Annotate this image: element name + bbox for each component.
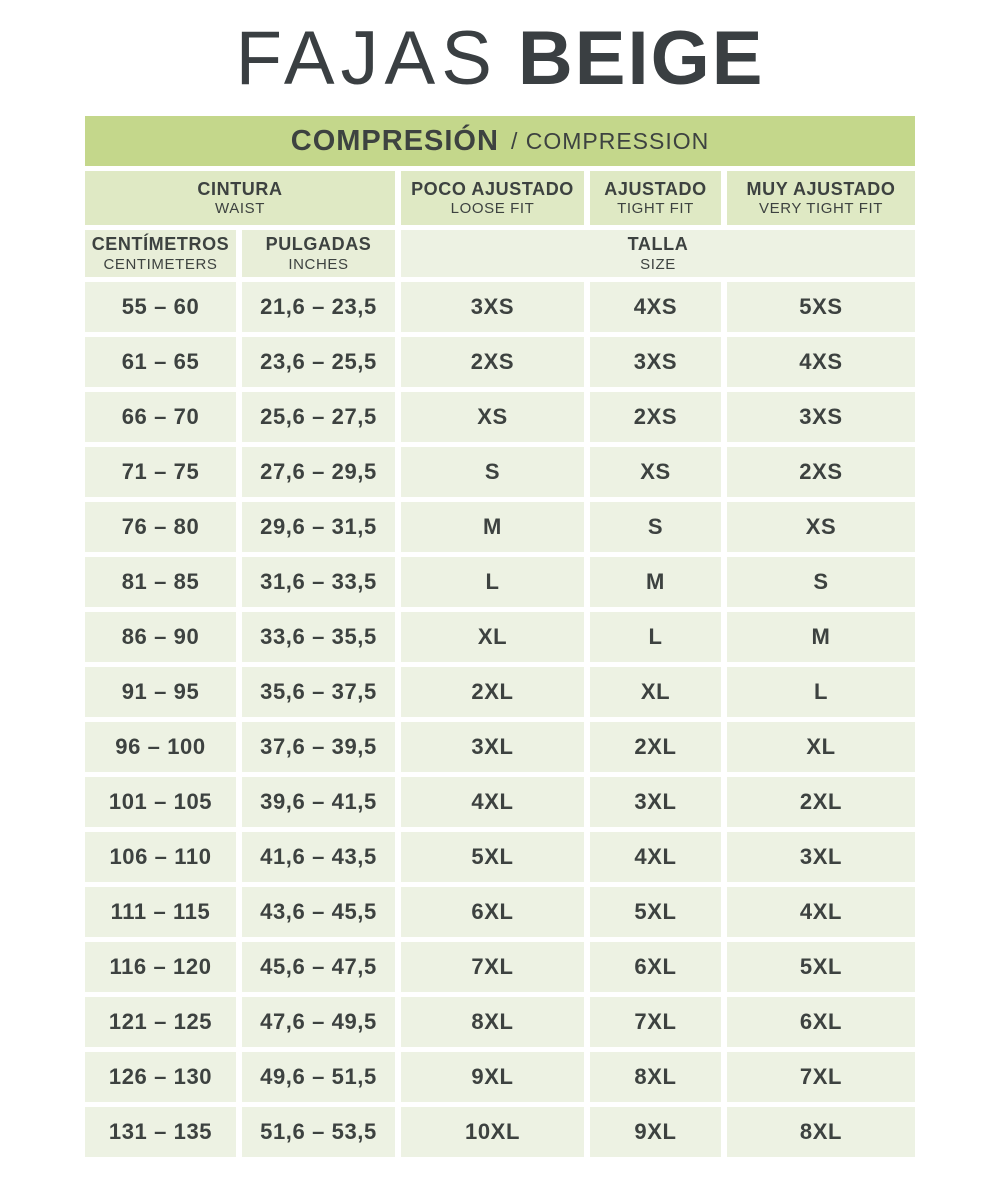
cell-cm-row-10: 101 – 105: [85, 777, 236, 827]
cell-loose-row-8: 2XL: [401, 667, 584, 717]
header-pulgadas-en: INCHES: [288, 255, 349, 273]
cell-cm-row-3: 66 – 70: [85, 392, 236, 442]
cell-tight-row-16: 9XL: [590, 1107, 721, 1157]
cell-tight-row-7: L: [590, 612, 721, 662]
cell-inches-row-10: 39,6 – 41,5: [242, 777, 395, 827]
cell-inches-row-6: 31,6 – 33,5: [242, 557, 395, 607]
header-centimetros-es: CENTÍMETROS: [91, 234, 230, 255]
cell-very_tight-row-3: 3XS: [727, 392, 915, 442]
cell-tight-row-6: M: [590, 557, 721, 607]
header-talla-es: TALLA: [627, 234, 689, 255]
cell-cm-row-13: 116 – 120: [85, 942, 236, 992]
cell-loose-row-10: 4XL: [401, 777, 584, 827]
cell-inches-row-13: 45,6 – 47,5: [242, 942, 395, 992]
page-title-bold: BEIGE: [517, 15, 765, 101]
compression-band: [85, 116, 915, 166]
cell-loose-row-16: 10XL: [401, 1107, 584, 1157]
cell-loose-row-6: L: [401, 557, 584, 607]
cell-inches-row-12: 43,6 – 45,5: [242, 887, 395, 937]
cell-cm-row-11: 106 – 110: [85, 832, 236, 882]
cell-inches-row-9: 37,6 – 39,5: [242, 722, 395, 772]
header-pulgadas: [242, 230, 395, 277]
cell-very_tight-row-12: 4XL: [727, 887, 915, 937]
cell-very_tight-row-1: 5XS: [727, 282, 915, 332]
cell-tight-row-1: 4XS: [590, 282, 721, 332]
cell-very_tight-row-5: XS: [727, 502, 915, 552]
cell-loose-row-4: S: [401, 447, 584, 497]
cell-inches-row-11: 41,6 – 43,5: [242, 832, 395, 882]
cell-cm-row-9: 96 – 100: [85, 722, 236, 772]
cell-very_tight-row-10: 2XL: [727, 777, 915, 827]
cell-loose-row-2: 2XS: [401, 337, 584, 387]
header-ajustado: [590, 171, 721, 225]
cell-tight-row-3: 2XS: [590, 392, 721, 442]
size-table: [85, 171, 915, 1157]
cell-loose-row-11: 5XL: [401, 832, 584, 882]
header-poco-ajustado: [401, 171, 584, 225]
cell-loose-row-12: 6XL: [401, 887, 584, 937]
header-ajustado-en: TIGHT FIT: [617, 200, 694, 218]
header-talla-en: SIZE: [640, 255, 676, 273]
cell-very_tight-row-16: 8XL: [727, 1107, 915, 1157]
cell-cm-row-8: 91 – 95: [85, 667, 236, 717]
size-chart-page: [85, 0, 915, 1157]
header-pulgadas-es: PULGADAS: [265, 234, 372, 255]
header-cintura: [85, 171, 395, 225]
header-muy-ajustado-en: VERY TIGHT FIT: [759, 200, 883, 218]
cell-cm-row-7: 86 – 90: [85, 612, 236, 662]
header-muy-ajustado: [727, 171, 915, 225]
cell-loose-row-13: 7XL: [401, 942, 584, 992]
page-title-light: FAJAS: [235, 15, 498, 101]
cell-inches-row-2: 23,6 – 25,5: [242, 337, 395, 387]
cell-cm-row-12: 111 – 115: [85, 887, 236, 937]
cell-very_tight-row-14: 6XL: [727, 997, 915, 1047]
cell-inches-row-16: 51,6 – 53,5: [242, 1107, 395, 1157]
cell-very_tight-row-9: XL: [727, 722, 915, 772]
cell-tight-row-9: 2XL: [590, 722, 721, 772]
header-cintura-en: WAIST: [215, 200, 265, 218]
cell-cm-row-6: 81 – 85: [85, 557, 236, 607]
cell-loose-row-3: XS: [401, 392, 584, 442]
cell-tight-row-13: 6XL: [590, 942, 721, 992]
cell-inches-row-7: 33,6 – 35,5: [242, 612, 395, 662]
cell-inches-row-14: 47,6 – 49,5: [242, 997, 395, 1047]
cell-loose-row-1: 3XS: [401, 282, 584, 332]
cell-very_tight-row-2: 4XS: [727, 337, 915, 387]
cell-cm-row-4: 71 – 75: [85, 447, 236, 497]
cell-tight-row-4: XS: [590, 447, 721, 497]
cell-inches-row-8: 35,6 – 37,5: [242, 667, 395, 717]
cell-inches-row-15: 49,6 – 51,5: [242, 1052, 395, 1102]
cell-tight-row-11: 4XL: [590, 832, 721, 882]
cell-tight-row-5: S: [590, 502, 721, 552]
cell-inches-row-1: 21,6 – 23,5: [242, 282, 395, 332]
cell-tight-row-2: 3XS: [590, 337, 721, 387]
cell-very_tight-row-4: 2XS: [727, 447, 915, 497]
cell-cm-row-16: 131 – 135: [85, 1107, 236, 1157]
page-title: [85, 0, 915, 116]
cell-cm-row-5: 76 – 80: [85, 502, 236, 552]
cell-loose-row-14: 8XL: [401, 997, 584, 1047]
cell-very_tight-row-6: S: [727, 557, 915, 607]
header-muy-ajustado-es: MUY AJUSTADO: [746, 178, 896, 199]
cell-tight-row-10: 3XL: [590, 777, 721, 827]
compression-label-es: COMPRESIÓN: [290, 124, 499, 157]
cell-cm-row-14: 121 – 125: [85, 997, 236, 1047]
header-ajustado-es: AJUSTADO: [604, 178, 707, 199]
cell-tight-row-12: 5XL: [590, 887, 721, 937]
header-centimetros: [85, 230, 236, 277]
cell-tight-row-8: XL: [590, 667, 721, 717]
cell-inches-row-3: 25,6 – 27,5: [242, 392, 395, 442]
cell-very_tight-row-8: L: [727, 667, 915, 717]
cell-very_tight-row-7: M: [727, 612, 915, 662]
header-poco-ajustado-es: POCO AJUSTADO: [411, 178, 574, 199]
cell-inches-row-5: 29,6 – 31,5: [242, 502, 395, 552]
cell-loose-row-5: M: [401, 502, 584, 552]
header-poco-ajustado-en: LOOSE FIT: [450, 200, 535, 218]
header-talla: [401, 230, 915, 277]
cell-very_tight-row-11: 3XL: [727, 832, 915, 882]
header-cintura-es: CINTURA: [197, 178, 283, 199]
cell-loose-row-15: 9XL: [401, 1052, 584, 1102]
compression-label-en: / COMPRESSION: [510, 127, 710, 154]
cell-cm-row-1: 55 – 60: [85, 282, 236, 332]
header-centimetros-en: CENTIMETERS: [103, 255, 218, 273]
cell-cm-row-15: 126 – 130: [85, 1052, 236, 1102]
cell-very_tight-row-15: 7XL: [727, 1052, 915, 1102]
cell-inches-row-4: 27,6 – 29,5: [242, 447, 395, 497]
cell-loose-row-7: XL: [401, 612, 584, 662]
cell-tight-row-15: 8XL: [590, 1052, 721, 1102]
cell-cm-row-2: 61 – 65: [85, 337, 236, 387]
cell-loose-row-9: 3XL: [401, 722, 584, 772]
cell-tight-row-14: 7XL: [590, 997, 721, 1047]
cell-very_tight-row-13: 5XL: [727, 942, 915, 992]
